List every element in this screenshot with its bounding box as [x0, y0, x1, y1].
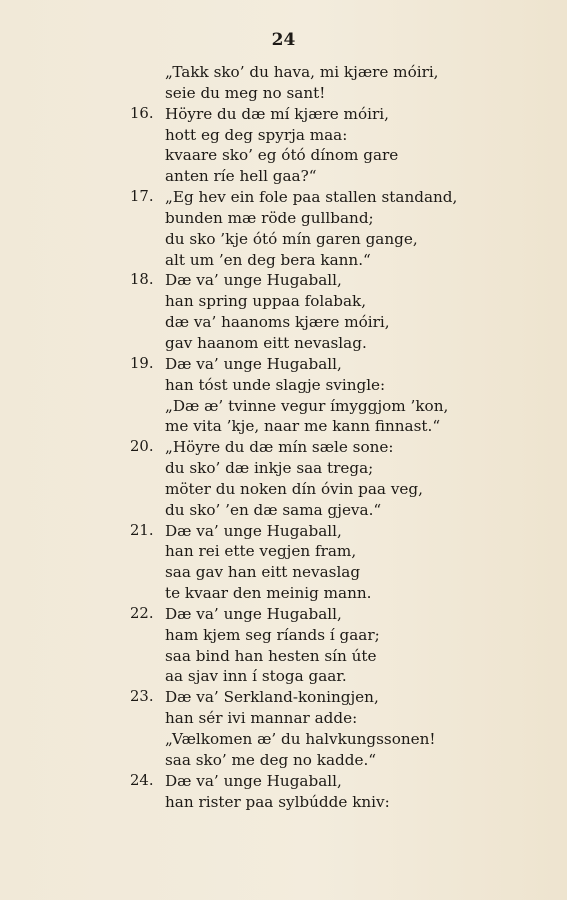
verse-line-text: ham kjem seg ríands í gaar;	[165, 625, 380, 644]
stanza	[130, 437, 550, 520]
stanza	[130, 187, 550, 270]
stanza-number: 20.	[130, 438, 154, 456]
verse-line	[130, 208, 550, 229]
verse-line-text: han spring uppaa folabak,	[165, 292, 367, 311]
verse-line	[130, 396, 550, 417]
verse-line-text: han sér ivi mannar adde:	[165, 709, 358, 728]
verse-line	[130, 312, 550, 333]
verse-line	[130, 583, 550, 604]
verse-line-text: du sko ’kje ótó mín garen gange,	[165, 229, 418, 248]
verse-line-text: „Höyre du dæ mín sæle sone:	[165, 438, 394, 457]
verse-line	[130, 750, 550, 771]
verse-line-text: „Dæ æ’ tvinne vegur ímyggjom ’kon,	[165, 396, 449, 415]
verse-line-text: han rister paa sylbúdde kniv:	[165, 792, 390, 811]
stanza-number: 17.	[130, 188, 154, 206]
verse-line-text: du sko’ ’en dæ sama gjeva.“	[165, 500, 382, 519]
verse-line-text: „Takk sko’ du hava, mi kjære móiri,	[165, 63, 439, 81]
verse-line-text: han rei ette vegjen fram,	[165, 542, 357, 561]
verse-line-text: dæ va’ haanoms kjære móiri,	[165, 313, 390, 332]
stanza	[130, 604, 550, 687]
verse-line	[130, 479, 550, 500]
verse-line-text: du sko’ dæ inkje saa trega;	[165, 459, 374, 478]
verse-line-text: Höyre du dæ mí kjære móiri,	[165, 104, 389, 123]
verse-line	[130, 104, 550, 125]
verse-line-text: möter du noken dín óvin paa veg,	[165, 479, 423, 498]
verse-line	[130, 250, 550, 271]
verse-line-text: han tóst unde slagje svingle:	[165, 375, 386, 394]
verse-line-text: saa sko’ me deg no kadde.“	[165, 750, 377, 769]
verse-line	[130, 166, 550, 187]
verse-line	[130, 270, 550, 291]
verse-line	[130, 666, 550, 687]
verse-line-text: seie du meg no sant!	[165, 83, 326, 102]
verse-line	[130, 416, 550, 437]
verse-line-text: te kvaar den meinig mann.	[165, 584, 372, 603]
verse-line-text: alt um ’en deg bera kann.“	[165, 250, 371, 269]
stanza-number: 16.	[130, 104, 154, 122]
stanza-number: 21.	[130, 521, 154, 539]
verse-line	[130, 62, 550, 83]
verse-line	[130, 229, 550, 250]
stanza-number: 22.	[130, 604, 154, 622]
verse-line	[130, 729, 550, 750]
verse-line	[130, 792, 550, 813]
stanza	[130, 521, 550, 604]
verse-line	[130, 562, 550, 583]
verse-line	[130, 333, 550, 354]
verse-line-text: Dæ va’ Serkland-koningjen,	[165, 688, 379, 707]
verse-line-text: Dæ va’ unge Hugaball,	[165, 604, 342, 623]
verse-line-text: „Vælkomen æ’ du halvkungssonen!	[165, 730, 436, 748]
stanza-number: 18.	[130, 271, 154, 289]
page-number: 24	[271, 30, 296, 50]
verse-line	[130, 291, 550, 312]
verse-line	[130, 125, 550, 146]
poem-text	[130, 62, 550, 812]
verse-line-text: anten ríe hell gaa?“	[165, 167, 317, 186]
verse-line-text: hott eg deg spyrja maa:	[165, 125, 348, 144]
verse-line-text: me vita ’kje, naar me kann finnast.“	[165, 417, 441, 436]
verse-line	[130, 354, 550, 375]
stanza	[130, 354, 550, 437]
stanza	[130, 104, 550, 187]
verse-line-text: aa sjav inn í stoga gaar.	[165, 667, 347, 686]
verse-line	[130, 83, 550, 104]
verse-line-text: bunden mæ röde gullband;	[165, 208, 374, 227]
verse-line-text: gav haanom eitt nevaslag.	[165, 333, 367, 352]
verse-line	[130, 541, 550, 562]
verse-line-text: Dæ va’ unge Hugaball,	[165, 521, 342, 540]
verse-line	[130, 437, 550, 458]
stanza	[130, 771, 550, 813]
verse-line-text: Dæ va’ unge Hugaball,	[165, 771, 342, 790]
verse-line-text: Dæ va’ unge Hugaball,	[165, 271, 342, 290]
verse-line	[130, 687, 550, 708]
verse-line-text: kvaare sko’ eg ótó dínom gare	[165, 146, 399, 165]
verse-line	[130, 604, 550, 625]
verse-line-text: saa bind han hesten sín úte	[165, 646, 377, 665]
verse-line	[130, 646, 550, 667]
verse-line-text: „Eg hev ein fole paa stallen standand,	[165, 188, 458, 207]
verse-line-text: Dæ va’ unge Hugaball,	[165, 354, 342, 373]
stanza-number: 23.	[130, 688, 154, 706]
verse-line	[130, 625, 550, 646]
stanza	[130, 687, 550, 770]
verse-line	[130, 187, 550, 208]
stanza-number: 24.	[130, 771, 154, 789]
verse-line-text: saa gav han eitt nevaslag	[165, 563, 361, 582]
stanza	[130, 270, 550, 353]
verse-line	[130, 771, 550, 792]
stanza-number: 19.	[130, 354, 154, 372]
verse-line	[130, 458, 550, 479]
stanza	[130, 62, 550, 104]
verse-line	[130, 708, 550, 729]
verse-line	[130, 375, 550, 396]
verse-line	[130, 500, 550, 521]
verse-line	[130, 521, 550, 542]
verse-line	[130, 145, 550, 166]
